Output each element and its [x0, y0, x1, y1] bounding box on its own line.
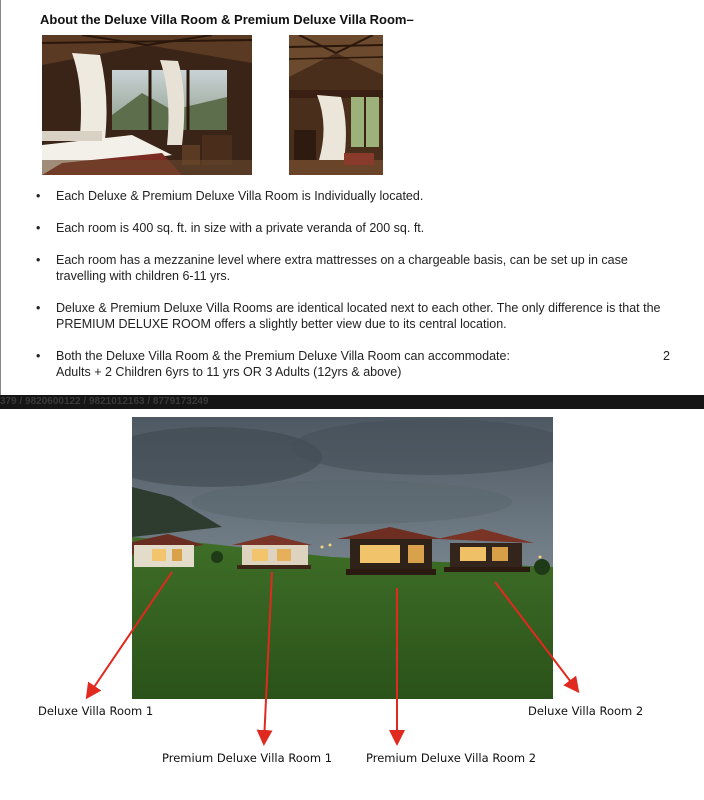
list-item-text [56, 348, 676, 380]
bullet-glyph: • [36, 349, 41, 363]
list-item-text-line-1: Both the Deluxe Villa Room & the Premium Deluxe Villa Room can accommodate: [56, 349, 510, 363]
bedroom-photo [42, 35, 252, 175]
list-item-text-line-2: Adults + 2 Children 6yrs to 11 yrs OR 3 Adults (12yrs & above) [56, 365, 402, 379]
label-deluxe-villa-1: Deluxe Villa Room 1 [38, 704, 154, 718]
bullet-glyph: • [36, 253, 41, 267]
label-premium-villa-2: Premium Deluxe Villa Room 2 [366, 751, 537, 765]
list-item-text: Deluxe & Premium Deluxe Villa Rooms are identical located next to each other. The only difference is that the PREMIUM DELUXE ROOM offers a slightly better view due to its central location. [56, 301, 661, 331]
list-item-text: Each Deluxe & Premium Deluxe Villa Room is Individually located. [56, 189, 424, 203]
contact-band [0, 395, 704, 409]
label-deluxe-villa-2: Deluxe Villa Room 2 [528, 704, 644, 718]
page-edge-rule [0, 0, 1, 395]
section-heading: About the Deluxe Villa Room & Premium Deluxe Villa Room– [40, 12, 414, 27]
bullet-glyph: • [36, 221, 41, 235]
list-item-text: Each room has a mezzanine level where extra mattresses on a chargeable basis, can be set up in case travelling with children 6-11 yrs. [56, 253, 628, 283]
bullet-glyph: • [36, 301, 41, 315]
villas-exterior-photo [132, 417, 553, 699]
bullet-glyph: • [36, 189, 41, 203]
mezzanine-photo [289, 35, 383, 175]
list-item-text: Each room is 400 sq. ft. in size with a private veranda of 200 sq. ft. [56, 221, 425, 235]
occupancy-number: 2 [663, 349, 670, 363]
contact-numbers: 379 / 9820600122 / 9821012163 / 8779173249 [0, 396, 209, 407]
label-premium-villa-1: Premium Deluxe Villa Room 1 [162, 751, 333, 765]
